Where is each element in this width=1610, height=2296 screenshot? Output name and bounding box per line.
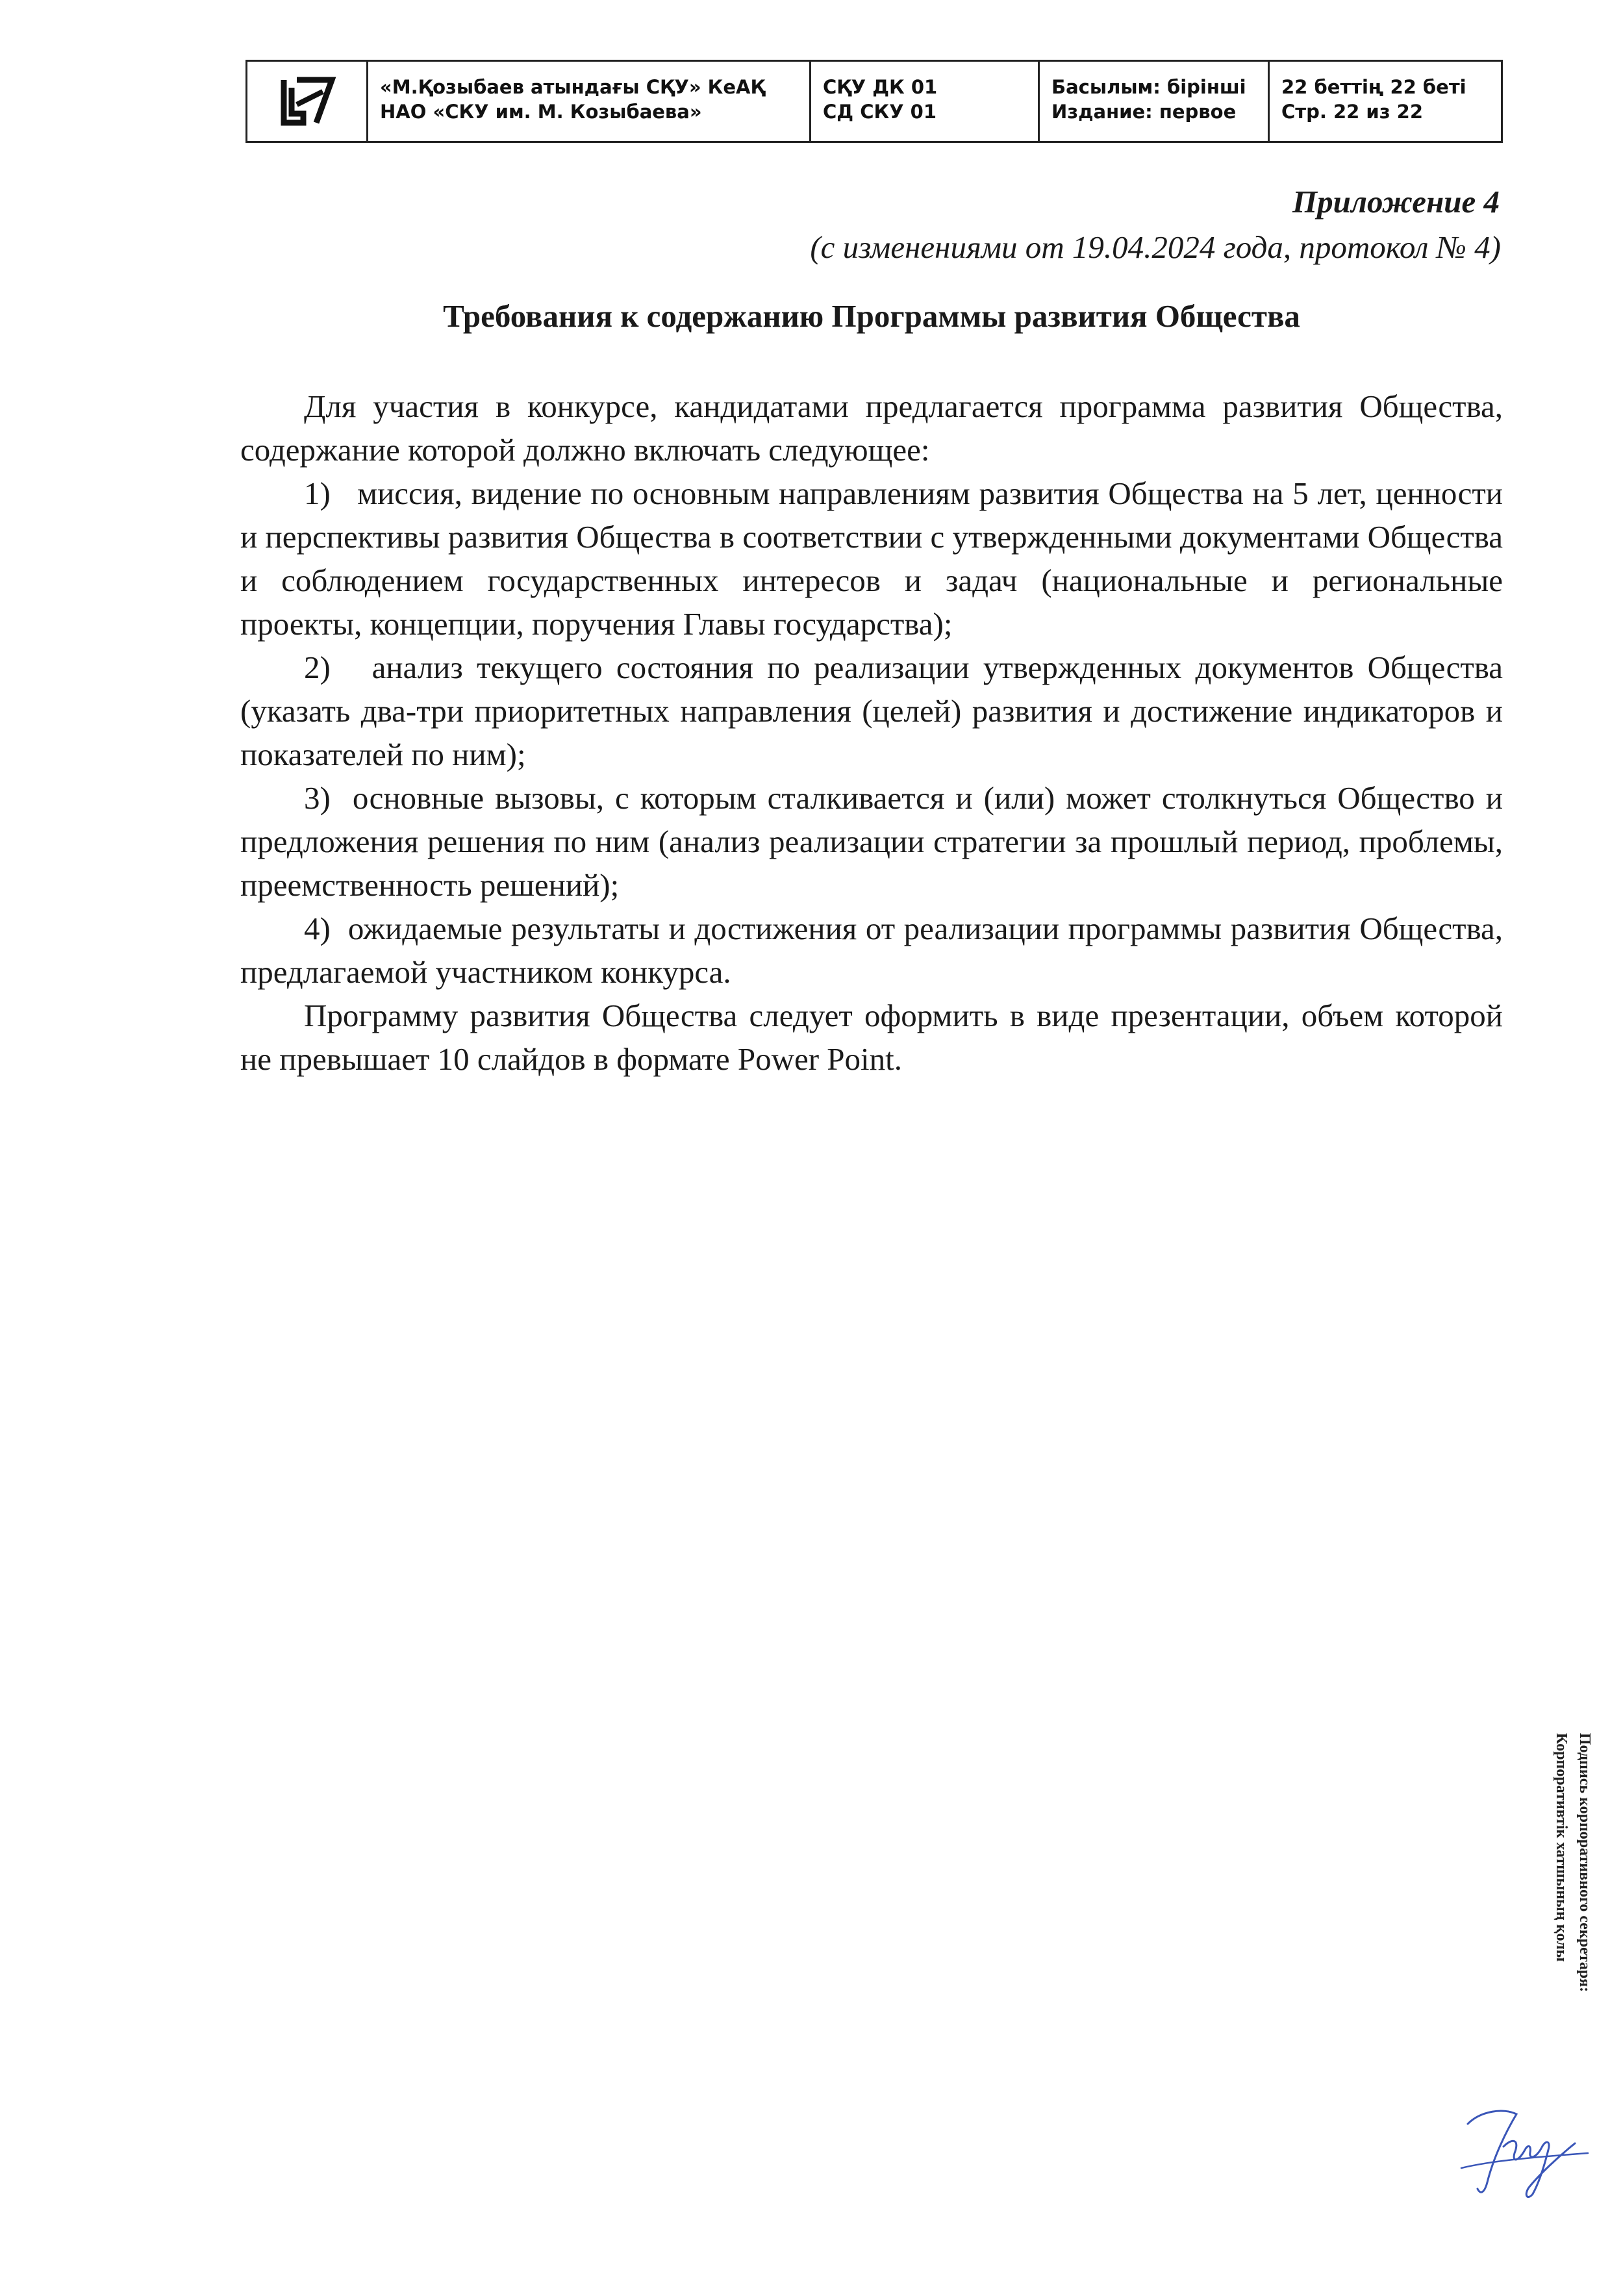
logo-cell <box>247 62 368 141</box>
list-item-4: 4) ожидаемые результаты и достижения от реализации программы развития Общества, предлагаемой участником конкурса. <box>240 911 1503 990</box>
document-code-kz: СҚУ ДК 01 <box>823 76 938 98</box>
handwritten-signature <box>1442 2085 1604 2202</box>
document-header-table <box>245 60 1503 143</box>
edition-ru: Издание: первое <box>1051 101 1237 123</box>
page-number-kz: 22 беттің 22 беті <box>1281 76 1466 98</box>
document-code-ru: СД СКУ 01 <box>823 101 937 123</box>
edition-kz: Басылым: бірінші <box>1051 76 1246 98</box>
appendix-title: Приложение 4 <box>1292 184 1500 220</box>
list-item-2: 2) анализ текущего состояния по реализации утвержденных документов Общества (указать два-три приоритетных направления (целей) развития и достижение индикаторов и показателей по ним); <box>240 650 1503 772</box>
organization-name-ru: НАО «СКУ им. М. Козыбаева» <box>380 101 702 123</box>
closing-paragraph: Программу развития Общества следует оформить в виде презентации, объем которой не превышает 10 слайдов в формате Power Point. <box>240 998 1503 1077</box>
appendix-amendment-note: (с изменениями от 19.04.2024 года, протокол № 4) <box>810 229 1501 265</box>
list-item-1: 1) миссия, видение по основным направлениям развития Общества на 5 лет, ценности и перспективы развития Общества в соответствии с утвержденными документами Общества и соблюдением государственных интересов и задач (национальные и региональные проекты, концепции, поручения Главы государства); <box>240 475 1503 642</box>
document-heading: Требования к содержанию Программы развития Общества <box>443 298 1300 334</box>
signature-caption-ru: Подпись корпоративного секретаря: <box>1576 1733 1593 1993</box>
signature-caption-kz: Корпоративтік хатшының қолы <box>1553 1733 1570 1962</box>
page-number-ru: Стр. 22 из 22 <box>1281 101 1424 123</box>
document-code-cell <box>811 62 1040 141</box>
list-item-3: 3) основные вызовы, с которым сталкивается и (или) может столкнуться Общество и предложения решения по ним (анализ реализации стратегии за прошлый период, проблемы, преемственность решений); <box>240 780 1503 903</box>
document-body <box>240 385 1503 1081</box>
page-number-cell <box>1270 62 1501 141</box>
edition-cell <box>1040 62 1270 141</box>
organization-name-kz: «М.Қозыбаев атындағы СҚУ» КеАҚ <box>380 76 765 98</box>
intro-paragraph: Для участия в конкурсе, кандидатами предлагается программа развития Общества, содержание которой должно включать следующее: <box>240 388 1503 468</box>
organization-cell <box>368 62 811 141</box>
university-logo-icon <box>277 73 337 129</box>
